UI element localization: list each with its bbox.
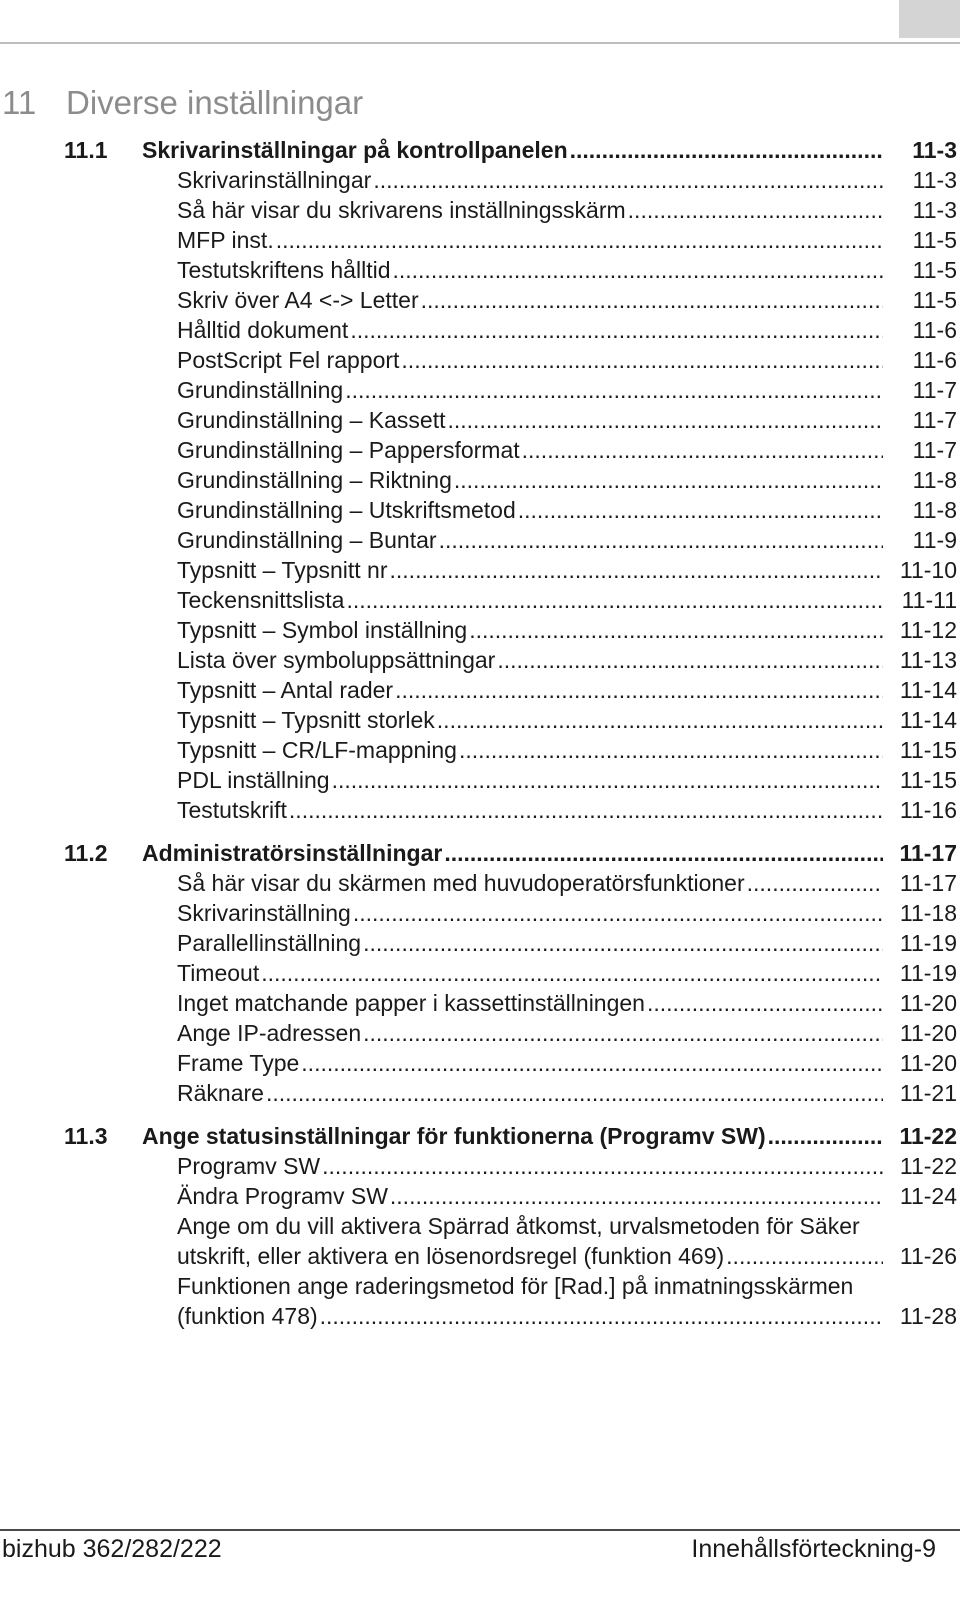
entry-title: Hålltid dokument	[177, 317, 349, 343]
entry-title: Grundinställning – Riktning	[177, 467, 452, 493]
entry-page: 11-7	[912, 437, 957, 463]
dot-leader	[401, 345, 883, 375]
section-page: 11-22	[899, 1123, 957, 1149]
section-title: Ange statusinställningar för funktionerna (Programv SW)	[142, 1123, 766, 1149]
entry-title: Frame Type	[177, 1050, 300, 1076]
entry-title: Ändra Programv SW	[177, 1183, 388, 1209]
dot-leader	[437, 705, 883, 735]
toc-entry-row[interactable]	[64, 315, 957, 345]
dot-leader	[301, 1048, 883, 1078]
entry-title: PDL inställning	[177, 767, 330, 793]
section-title: Administratörsinställningar	[142, 840, 443, 866]
toc-entry-row[interactable]	[64, 988, 957, 1018]
entry-page: 11-14	[899, 707, 957, 733]
dot-leader	[322, 1151, 883, 1181]
dot-leader	[647, 988, 883, 1018]
toc-entry-row[interactable]	[64, 1018, 957, 1048]
toc-entry-row[interactable]	[64, 1078, 957, 1108]
entry-page: 11-17	[899, 870, 957, 896]
entry-page: 11-19	[899, 930, 957, 956]
dot-leader	[497, 645, 883, 675]
dot-leader	[454, 465, 883, 495]
entry-page: 11-20	[899, 990, 957, 1016]
toc-entry-row[interactable]	[64, 675, 957, 705]
dot-leader	[395, 675, 883, 705]
toc-entry-row[interactable]	[64, 285, 957, 315]
entry-title: Typsnitt – Typsnitt storlek	[177, 707, 435, 733]
footer-product: bizhub 362/282/222	[2, 1535, 222, 1563]
dot-leader	[320, 1301, 883, 1331]
toc-entry-row[interactable]	[64, 345, 957, 375]
toc-entry-row[interactable]	[64, 705, 957, 735]
dot-leader	[392, 255, 883, 285]
entry-title: Teckensnittslista	[177, 587, 345, 613]
toc-entry-row[interactable]	[64, 898, 957, 928]
dot-leader	[363, 1018, 883, 1048]
toc-entry-row[interactable]	[64, 645, 957, 675]
entry-title-line2: (funktion 478)	[177, 1303, 318, 1329]
dot-leader	[570, 135, 883, 165]
dot-leader	[390, 555, 883, 585]
header-rule	[0, 42, 960, 44]
toc-entry-row[interactable]	[64, 958, 957, 988]
toc-entry-row[interactable]	[64, 495, 957, 525]
entry-title: Testutskrift	[177, 797, 287, 823]
entry-page: 11-10	[899, 557, 957, 583]
entry-page: 11-5	[912, 227, 957, 253]
toc-entry-row[interactable]	[64, 735, 957, 765]
entry-title: Timeout	[177, 960, 260, 986]
entry-page: 11-11	[901, 587, 957, 613]
entry-page: 11-15	[899, 767, 957, 793]
footer-rule	[0, 1529, 960, 1531]
chapter-title: Diverse inställningar	[66, 84, 364, 121]
toc-entry-row[interactable]	[64, 405, 957, 435]
entry-title: Lista över symboluppsättningar	[177, 647, 496, 673]
toc-section-row[interactable]	[64, 1121, 957, 1151]
dot-leader	[469, 615, 883, 645]
corner-tab-marker	[899, 0, 960, 38]
entry-title: Programv SW	[177, 1153, 321, 1179]
dot-leader	[522, 435, 883, 465]
entry-title: PostScript Fel rapport	[177, 347, 400, 373]
entry-title: Ange IP-adressen	[177, 1020, 362, 1046]
dot-leader	[276, 225, 883, 255]
toc-entry-row[interactable]	[64, 255, 957, 285]
toc-entry-row[interactable]	[64, 585, 957, 615]
entry-title: Så här visar du skärmen med huvudoperatörsfunktioner	[177, 870, 745, 896]
toc-entry-row[interactable]	[64, 165, 957, 195]
dot-leader	[421, 285, 883, 315]
entry-page: 11-12	[899, 617, 957, 643]
chapter-number: 11	[2, 84, 37, 121]
entry-page: 11-28	[899, 1303, 957, 1329]
entry-title-line2-group	[177, 1301, 957, 1331]
dot-leader	[346, 585, 883, 615]
dot-leader	[518, 495, 883, 525]
entry-title-line1: Ange om du vill aktivera Spärrad åtkomst, urvalsmetoden för Säker	[177, 1213, 860, 1239]
dot-leader	[390, 1181, 883, 1211]
entry-title: Grundinställning – Utskriftsmetod	[177, 497, 516, 523]
entry-page: 11-18	[899, 900, 957, 926]
entry-title: Parallellinställning	[177, 930, 362, 956]
dot-leader	[448, 405, 884, 435]
entry-title: Räknare	[177, 1080, 264, 1106]
entry-page: 11-3	[912, 167, 957, 193]
toc-entry-row[interactable]	[64, 465, 957, 495]
toc-entry-row[interactable]	[64, 225, 957, 255]
entry-title: Skrivarinställningar	[177, 167, 372, 193]
dot-leader	[289, 795, 883, 825]
dot-leader	[353, 898, 883, 928]
toc-entry-row[interactable]	[64, 615, 957, 645]
entry-page: 11-7	[912, 377, 957, 403]
entry-title: Grundinställning	[177, 377, 344, 403]
section-title-group	[142, 838, 885, 868]
dot-leader	[345, 375, 883, 405]
toc-entry-row[interactable]	[64, 435, 957, 465]
chapter-heading	[2, 84, 363, 122]
entry-title-line2-group	[177, 1241, 957, 1271]
section-title-group	[142, 1121, 885, 1151]
entry-page: 11-7	[912, 407, 957, 433]
toc-section-row[interactable]	[64, 838, 957, 868]
footer-page-label: Innehållsförteckning-9	[691, 1535, 936, 1563]
entry-title: Grundinställning – Buntar	[177, 527, 437, 553]
entry-page: 11-6	[912, 317, 957, 343]
dot-leader	[373, 165, 883, 195]
entry-page: 11-5	[912, 257, 957, 283]
dot-leader	[628, 195, 883, 225]
entry-page: 11-20	[899, 1020, 957, 1046]
dot-leader	[350, 315, 883, 345]
entry-page: 11-8	[912, 467, 957, 493]
dot-leader	[261, 958, 883, 988]
dot-leader	[726, 1241, 883, 1271]
toc-entry-row[interactable]	[64, 555, 957, 585]
table-of-contents	[64, 135, 957, 1331]
toc-entry-row[interactable]	[64, 868, 957, 898]
entry-title: MFP inst.	[177, 227, 274, 253]
toc-entry-row[interactable]	[64, 1211, 957, 1271]
toc-entry-row[interactable]	[64, 765, 957, 795]
toc-entry-row[interactable]	[64, 1271, 957, 1331]
dot-leader	[459, 735, 883, 765]
entry-page: 11-26	[899, 1243, 957, 1269]
dot-leader	[332, 765, 883, 795]
entry-title: Grundinställning – Kassett	[177, 407, 446, 433]
entry-title: Skriv över A4 <-> Letter	[177, 287, 419, 313]
toc-entry-row[interactable]	[64, 1151, 957, 1181]
entry-page: 11-3	[912, 197, 957, 223]
toc-entry-row[interactable]	[64, 1048, 957, 1078]
entry-page: 11-16	[899, 797, 957, 823]
section-title: Skrivarinställningar på kontrollpanelen	[142, 137, 568, 163]
entry-title: Typsnitt – Antal rader	[177, 677, 394, 703]
entry-title: Inget matchande papper i kassettinställningen	[177, 990, 645, 1016]
entry-page: 11-9	[912, 527, 957, 553]
dot-leader	[747, 868, 883, 898]
entry-title: Så här visar du skrivarens inställningsskärm	[177, 197, 626, 223]
entry-page: 11-22	[899, 1153, 957, 1179]
entry-title-line2: utskrift, eller aktivera en lösenordsregel (funktion 469)	[177, 1243, 725, 1269]
entry-page: 11-21	[899, 1080, 957, 1106]
toc-entry-row[interactable]	[64, 795, 957, 825]
entry-page: 11-15	[899, 737, 957, 763]
section-page: 11-3	[912, 137, 957, 163]
dot-leader	[768, 1121, 883, 1151]
entry-page: 11-24	[899, 1183, 957, 1209]
entry-title: Grundinställning – Pappersformat	[177, 437, 520, 463]
toc-entry-row[interactable]	[64, 928, 957, 958]
section-title-group	[142, 135, 885, 165]
toc-entry-row[interactable]	[64, 1181, 957, 1211]
entry-title: Typsnitt – Typsnitt nr	[177, 557, 388, 583]
entry-title-line1: Funktionen ange raderingsmetod för [Rad.] på inmatningsskärmen	[177, 1273, 854, 1299]
dot-leader	[266, 1078, 883, 1108]
entry-page: 11-14	[899, 677, 957, 703]
toc-entry-row[interactable]	[64, 195, 957, 225]
section-number: 11.1	[64, 137, 108, 163]
entry-page: 11-8	[912, 497, 957, 523]
toc-entry-row[interactable]	[64, 525, 957, 555]
section-number: 11.3	[64, 1123, 108, 1149]
entry-title: Typsnitt – CR/LF-mappning	[177, 737, 457, 763]
entry-page: 11-13	[899, 647, 957, 673]
dot-leader	[439, 525, 883, 555]
entry-page: 11-20	[899, 1050, 957, 1076]
section-page: 11-17	[899, 840, 957, 866]
dot-leader	[444, 838, 883, 868]
entry-page: 11-5	[912, 287, 957, 313]
entry-title: Skrivarinställning	[177, 900, 351, 926]
section-number: 11.2	[64, 840, 108, 866]
toc-entry-row[interactable]	[64, 375, 957, 405]
dot-leader	[363, 928, 883, 958]
entry-title: Typsnitt – Symbol inställning	[177, 617, 468, 643]
toc-section-row[interactable]	[64, 135, 957, 165]
entry-page: 11-6	[912, 347, 957, 373]
entry-page: 11-19	[899, 960, 957, 986]
entry-title: Testutskriftens hålltid	[177, 257, 391, 283]
